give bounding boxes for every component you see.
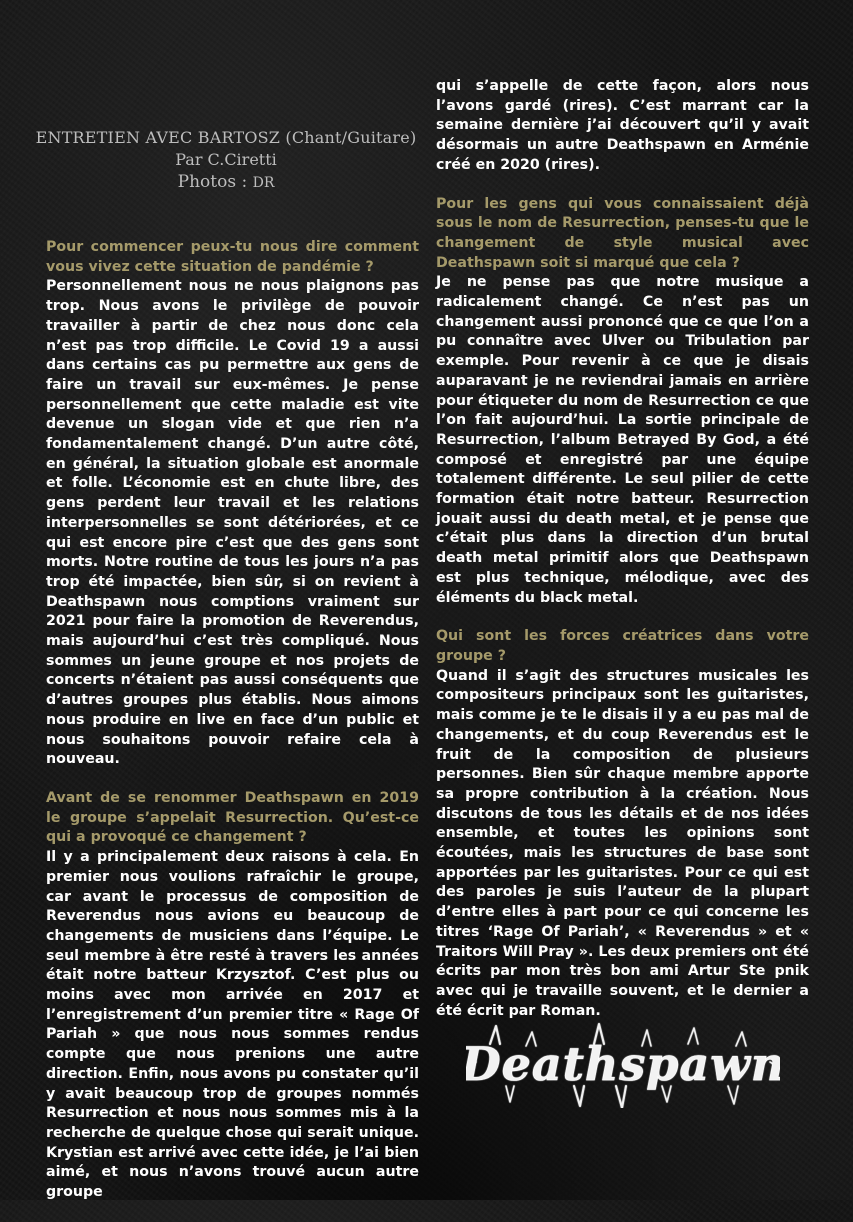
question-4: Qui sont les forces créatrices dans votre groupe ?	[436, 628, 809, 664]
question-3: Pour les gens qui vous connaissaient déjà sous le nom de Resurrection, penses-tu que le changement de style musical avec Deathspawn soit si marqué que cela ?	[436, 195, 809, 271]
interview-title: ENTRETIEN AVEC BARTOSZ (Chant/Guitare)	[35, 128, 417, 147]
interview-author: Par C.Ciretti	[175, 150, 277, 169]
qa-block-2	[46, 789, 419, 1203]
photo-credit-name: DR	[252, 175, 275, 191]
answer-3: Je ne pense pas que notre musique a radicalement changé. Ce n’est pas un changement aussi prononcé que ce que l’on a pu connaître avec Ulver ou Tribulation par exemple. Pour revenir à ce que je disais auparavant je ne reviendrai jamais en arrière pour étiqueter du nom de Resurrection ce que l’on fait aujourd’hui. La sortie principale de Resurrection, l’album Betrayed By God, a été composé et enregistré par une équipe totalement différente. Le seul pilier de cette formation était notre batteur. Resurrection jouait aussi du death metal, et je pense que c’était plus dans la direction d’un brutal death metal primitif alors que Deathspawn est plus technique, mélodique, avec des éléments du black metal.	[436, 274, 809, 606]
question-1: Pour commencer peux-tu nous dire comment vous vivez cette situation de pandémie ?	[46, 239, 419, 275]
answer-4: Quand il s’agit des structures musicales les compositeurs principaux sont les guitaristes, mais comme je te le disais il y a eu pas mal de changements, et du coup Reverendus est le fruit de la composition de plusieurs personnes. Bien sûr chaque membre apporte sa propre contribution à la création. Nous discutons de tous les détails et de nos idées ensemble, et toutes les opinions sont écoutées, mais les structures de base sont apportées par les guitaristes. Pour ce qui est des paroles je suis l’auteur de la plupart d’entre elles à part pour ce qui concerne les titres ‘Rage Of Pariah’, « Reverendus » et « Traitors Will Pray ». Les deux premiers ont été écrits par mon très bon ami Artur Ste pnik avec qui je travaille souvent, et le dernier a été écrit par Roman.	[436, 667, 809, 1019]
answer-2: Il y a principalement deux raisons à cela. En premier nous voulions rafraîchir le groupe, car avant le processus de composition de Reverendus nous avions eu beaucoup de changements de musiciens dans l’équipe. Le seul membre à être resté à travers les années était notre batteur Krzysztof. C’est plus ou moins avec mon arrivée en 2017 et l’enregistrement d’un premier titre « Rage Of Pariah » que nous nous sommes rendus compte que nous prenions une autre direction. Enfin, nous avons pu constater qu’il y avait beaucoup trop de groupes nommés Resurrection et nous nous sommes mis à la recherche de quelque chose qui serait unique. Krystian est arrivé avec cette idée, je l’ai bien aimé, et nous n’avons trouvé aucun autre groupe	[46, 849, 419, 1201]
answer-2-continued: qui s’appelle de cette façon, alors nous l’avons gardé (rires). C’est marrant car la semaine dernière j’ai découvert qu’il y avait désormais un autre Deathspawn en Arménie créé en 2020 (rires).	[436, 78, 809, 173]
photo-credit-label: Photos :	[177, 172, 248, 192]
band-logo-icon	[466, 1022, 780, 1108]
band-logo	[466, 1022, 780, 1108]
qa-block-2-continued	[436, 77, 809, 176]
qa-block-1	[46, 238, 419, 770]
interview-header	[20, 127, 432, 194]
qa-block-4	[436, 627, 809, 1021]
qa-block-3	[436, 195, 809, 609]
logo-wordmark: Deathspawn	[466, 1037, 780, 1091]
right-column	[436, 77, 809, 1040]
photo-credit	[20, 171, 432, 194]
answer-1: Personnellement nous ne nous plaignons pas trop. Nous avons le privilège de pouvoir travailler à partir de chez nous donc cela n’est pas trop difficile. Le Covid 19 a aussi dans certains cas pu permettre aux gens de faire un travail sur eux-mêmes. Je pense personnellement que cette maladie est vite devenue un slogan vide et que rien n’a fondamentalement changé. D’un autre côté, en général, la situation globale est anormale et folle. L’économie est en chute libre, des gens perdent leur travail et les relations interpersonnelles se sont détériorées, et ce qui est encore pire c’est que des gens sont morts. Notre routine de tous les jours n’a pas trop été impactée, bien sûr, si on revient à Deathspawn nous comptions vraiment sur 2021 pour faire la promotion de Reverendus, mais aujourd’hui c’est très compliqué. Nous sommes un jeune groupe et nos projets de concerts n’étaient pas aussi conséquents que d’autres groupes plus établis. Nous aimons nous produire en live en face d’un public et nous souhaitons pouvoir refaire cela à nouveau.	[46, 278, 419, 768]
left-column	[46, 238, 419, 1222]
question-2: Avant de se renommer Deathspawn en 2019 le groupe s’appelait Resurrection. Qu’est-ce qui a provoqué ce changement ?	[46, 789, 419, 846]
